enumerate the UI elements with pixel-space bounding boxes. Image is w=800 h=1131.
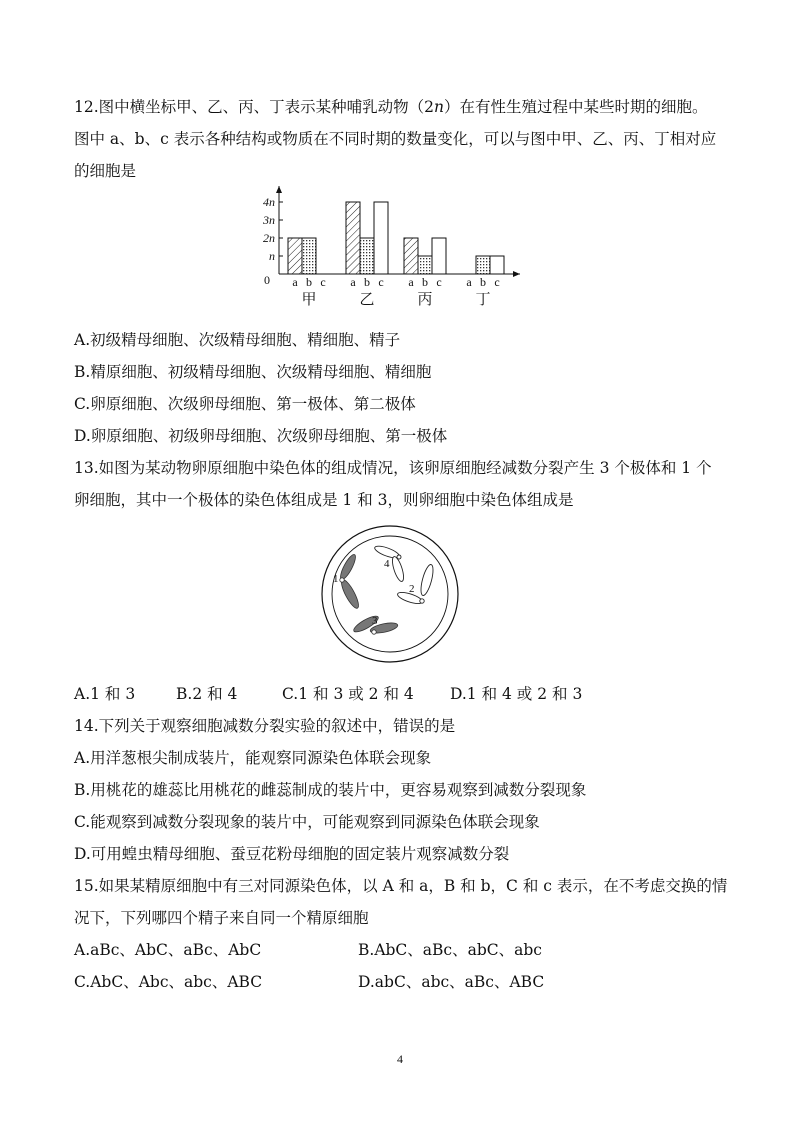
series-label-b: b — [364, 275, 370, 289]
q12-stem-line2: 图中 a、b、c 表示各种结构或物质在不同时期的数量变化，可以与图中甲、乙、丙、丁相对应 — [74, 130, 717, 148]
series-label-c: c — [378, 275, 384, 289]
q14-option-b[interactable]: B.用桃花的雄蕊比用桃花的雌蕊制成的装片中，更容易观察到减数分裂现象 — [74, 781, 587, 799]
bar-b-4 — [476, 256, 490, 274]
series-label-a: a — [408, 275, 414, 289]
x-axis-arrow — [513, 271, 520, 277]
bar-a-2 — [346, 202, 360, 274]
series-label-c: c — [494, 275, 500, 289]
q12-option-d[interactable]: D.卵原细胞、初级卵母细胞、次级卵母细胞、第一极体 — [74, 427, 448, 445]
y-tick-label: 4n — [263, 195, 275, 209]
chromosome-label-2: 2 — [409, 583, 415, 595]
chromosome-label-1: 1 — [333, 573, 339, 585]
q13-chromosome-figure — [320, 524, 460, 664]
y-tick-label: n — [269, 249, 275, 263]
q15-stem-line1: 15.如果某精原细胞中有三对同源染色体，以 A 和 a，B 和 b，C 和 c 表示，在不考虑交换的情 — [74, 877, 728, 895]
q12-stem-line1: 12.图中横坐标甲、乙、丙、丁表示某种哺乳动物（2n）在有性生殖过程中某些时期的细胞。 — [74, 98, 708, 116]
q12-option-c[interactable]: C.卵原细胞、次级卵母细胞、第一极体、第二极体 — [74, 395, 416, 413]
bar-c-3 — [432, 238, 446, 274]
q14-stem: 14.下列关于观察细胞减数分裂实验的叙述中，错误的是 — [74, 717, 456, 735]
q13-option-a[interactable]: A.1 和 3 — [74, 685, 136, 703]
group-label: 丙 — [417, 292, 433, 308]
q15-option-a[interactable]: A.aBc、AbC、aBc、AbC — [74, 941, 262, 959]
q15-option-d[interactable]: D.abC、abc、aBc、ABC — [358, 973, 545, 991]
series-label-b: b — [422, 275, 428, 289]
q12-option-a[interactable]: A.初级精母细胞、次级精母细胞、精细胞、精子 — [74, 331, 401, 349]
q13-option-c[interactable]: C.1 和 3 或 2 和 4 — [282, 685, 414, 703]
q13-option-b[interactable]: B.2 和 4 — [176, 685, 238, 703]
series-label-b: b — [306, 275, 312, 289]
q13-option-d[interactable]: D.1 和 4 或 2 和 3 — [450, 685, 583, 703]
q13-stem-line1: 13.如图为某动物卵原细胞中染色体的组成情况，该卵原细胞经减数分裂产生 3 个极体和 1 个 — [74, 459, 712, 477]
series-label-a: a — [466, 275, 472, 289]
bar-c-2 — [374, 202, 388, 274]
y-tick-label-zero: 0 — [264, 273, 270, 287]
q14-option-d[interactable]: D.可用蝗虫精母细胞、蚕豆花粉母细胞的固定装片观察减数分裂 — [74, 845, 510, 863]
q12-bar-chart — [0, 0, 800, 320]
bar-c-4 — [490, 256, 504, 274]
chromosome-label-3: 3 — [372, 615, 378, 627]
chromosome-4 — [373, 544, 405, 583]
q12-stem-line3: 的细胞是 — [74, 162, 137, 180]
y-axis-arrow — [276, 186, 282, 193]
y-tick-label: 3n — [263, 213, 275, 227]
y-tick-label: 2n — [263, 231, 275, 245]
chromosome-label-4: 4 — [384, 558, 390, 570]
q13-stem-line2: 卵细胞，其中一个极体的染色体组成是 1 和 3，则卵细胞中染色体组成是 — [74, 491, 574, 509]
series-label-a: a — [292, 275, 298, 289]
q15-option-b[interactable]: B.AbC、aBc、abC、abc — [358, 941, 542, 959]
group-label: 甲 — [301, 292, 317, 308]
q14-option-c[interactable]: C.能观察到减数分裂现象的装片中，可能观察到同源染色体联会现象 — [74, 813, 540, 831]
series-label-a: a — [350, 275, 356, 289]
group-label: 乙 — [359, 292, 375, 308]
chromosome-1 — [338, 553, 362, 610]
bar-b-1 — [302, 238, 316, 274]
series-label-c: c — [436, 275, 442, 289]
page-number: 4 — [397, 1052, 403, 1066]
bar-a-3 — [404, 238, 418, 274]
q14-option-a[interactable]: A.用洋葱根尖制成装片，能观察同源染色体联会现象 — [74, 749, 432, 767]
q15-option-c[interactable]: C.AbC、Abc、abc、ABC — [74, 973, 263, 991]
bar-a-1 — [288, 238, 302, 274]
q15-stem-line2: 况下，下列哪四个精子来自同一个精原细胞 — [74, 909, 369, 927]
bar-b-3 — [418, 256, 432, 274]
cell-outer-circle — [322, 526, 458, 662]
series-label-b: b — [480, 275, 486, 289]
group-label: 丁 — [475, 292, 491, 308]
q12-option-b[interactable]: B.精原细胞、初级精母细胞、次级精母细胞、精细胞 — [74, 363, 432, 381]
bar-b-2 — [360, 238, 374, 274]
series-label-c: c — [320, 275, 326, 289]
